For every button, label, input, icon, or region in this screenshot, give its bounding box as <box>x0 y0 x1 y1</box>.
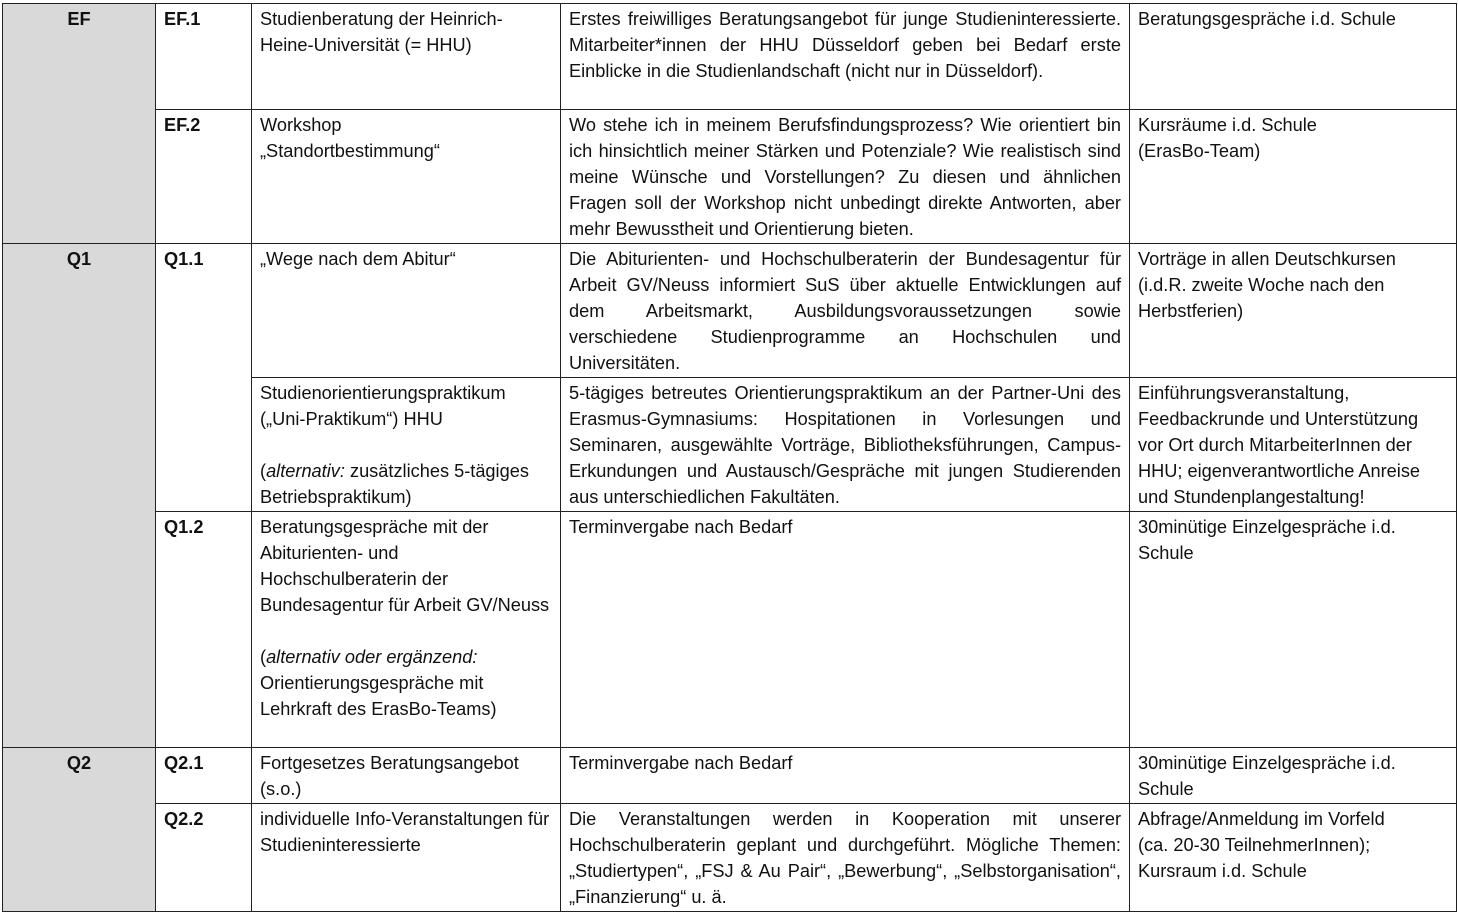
title-cell: „Wege nach dem Abitur“ <box>252 244 561 378</box>
table-row-q2-2 <box>3 804 1457 912</box>
description-cell: Terminvergabe nach Bedarf <box>561 512 1130 748</box>
table-row-q2-1 <box>3 748 1457 804</box>
title-cell: individuelle Info-Veranstaltungen für Studieninteressierte <box>252 804 561 912</box>
location-line: Kursraum i.d. Schule <box>1138 861 1307 881</box>
location-cell: Beratungsgespräche i.d. Schule <box>1130 4 1457 110</box>
location-cell: 30minütige Einzelgespräche i.d. Schule <box>1130 748 1457 804</box>
table-row-ef2 <box>3 110 1457 244</box>
location-cell: Einführungsveranstaltung, Feedbackrunde und Unterstützung vor Ort durch MitarbeiterInnen der HHU; eigenverantwortliche Anreise und Stundenplangestaltung! <box>1130 378 1457 512</box>
location-cell: 30minütige Einzelgespräche i.d. Schule <box>1130 512 1457 748</box>
location-line: Abfrage/Anmeldung im Vorfeld <box>1138 809 1385 829</box>
title-cell <box>252 512 561 748</box>
description-cell: Die Veranstaltungen werden in Kooperation mit unserer Hochschulberaterin geplant und durchgeführt. Mögliche Themen: „Studiertypen“, „FSJ & Au Pair“, „Bewerbung“, „Selbstorganisation“, „Finanzierung“ u. ä. <box>561 804 1130 912</box>
code-cell: EF.1 <box>156 4 252 110</box>
alternative-label: alternativ: <box>266 461 345 481</box>
description-cell: 5-tägiges betreutes Orientierungspraktikum an der Partner-Uni des Erasmus-Gymnasiums: Hospitationen in Vorlesungen und Seminaren, ausgewählte Vorträge, Bibliotheksführungen, Campus-Erkundungen und Austausch/Gespräche mit jungen Studierenden aus unterschiedlichen Fakultäten. <box>561 378 1130 512</box>
location-cell: Vorträge in allen Deutschkursen (i.d.R. zweite Woche nach den Herbstferien) <box>1130 244 1457 378</box>
location-line: (ca. 20-30 TeilnehmerInnen); <box>1138 835 1371 855</box>
title-cell <box>252 110 561 244</box>
table-row-q1-1 <box>3 244 1457 378</box>
description-cell: Die Abiturienten- und Hochschulberaterin der Bundesagentur für Arbeit GV/Neuss informiert SuS über aktuelle Entwicklungen auf dem Arbeitsmarkt, Ausbildungsvoraussetzungen sowie verschiedene Studienprogramme an Hochschulen und Universitäten. <box>561 244 1130 378</box>
location-cell <box>1130 110 1457 244</box>
orientation-schedule-table <box>2 3 1457 912</box>
alternative-text: Orientierungsgespräche mit Lehrkraft des ErasBo-Teams) <box>260 673 497 719</box>
code-cell: Q1.1 <box>156 244 252 512</box>
alternative-note: (alternativ: zusätzliches 5-tägiges Betriebspraktikum) <box>260 461 529 507</box>
code-cell: Q2.1 <box>156 748 252 804</box>
table-row-ef1 <box>3 4 1457 110</box>
table-row-q1-2 <box>3 512 1457 748</box>
level-cell-q2: Q2 <box>3 748 156 912</box>
level-cell-ef: EF <box>3 4 156 244</box>
code-cell: EF.2 <box>156 110 252 244</box>
location-cell <box>1130 804 1457 912</box>
title-cell <box>252 378 561 512</box>
location-line: (ErasBo-Team) <box>1138 141 1261 161</box>
title-line: Workshop <box>260 115 342 135</box>
alternative-note: (alternativ oder ergänzend: Orientierungsgespräche mit Lehrkraft des ErasBo-Teams) <box>260 647 497 719</box>
alternative-text: zusätzliches 5-tägiges Betriebspraktikum) <box>260 461 529 507</box>
title-cell: Studienberatung der Heinrich-Heine-Universität (= HHU) <box>252 4 561 110</box>
alternative-label: alternativ oder ergänzend: <box>266 647 478 667</box>
description-cell: Terminvergabe nach Bedarf <box>561 748 1130 804</box>
title-text: Studienorientierungspraktikum („Uni-Praktikum“) HHU <box>260 383 506 429</box>
title-cell: Fortgesetzes Beratungsangebot (s.o.) <box>252 748 561 804</box>
description-cell: Erstes freiwilliges Beratungsangebot für junge Studieninteressierte. Mitarbeiter*innen der HHU Düsseldorf geben bei Bedarf erste Einblicke in die Studienlandschaft (nicht nur in Düsseldorf). <box>561 4 1130 110</box>
location-line: Kursräume i.d. Schule <box>1138 115 1317 135</box>
level-cell-q1: Q1 <box>3 244 156 748</box>
code-cell: Q1.2 <box>156 512 252 748</box>
title-line: „Standortbestimmung“ <box>260 141 440 161</box>
title-text: Beratungsgespräche mit der Abiturienten- und Hochschulberaterin der Bundesagentur für Arbeit GV/Neuss <box>260 517 550 615</box>
description-cell: Wo stehe ich in meinem Berufsfindungsprozess? Wie orientiert bin ich hinsichtlich meiner Stärken und Potenziale? Wie realistisch sind meine Wünsche und Vorstellungen? Zu diesen und ähnlichen Fragen soll der Workshop nicht unbedingt direkte Antworten, aber mehr Bewusstheit und Orientierung bieten. <box>561 110 1130 244</box>
code-cell: Q2.2 <box>156 804 252 912</box>
